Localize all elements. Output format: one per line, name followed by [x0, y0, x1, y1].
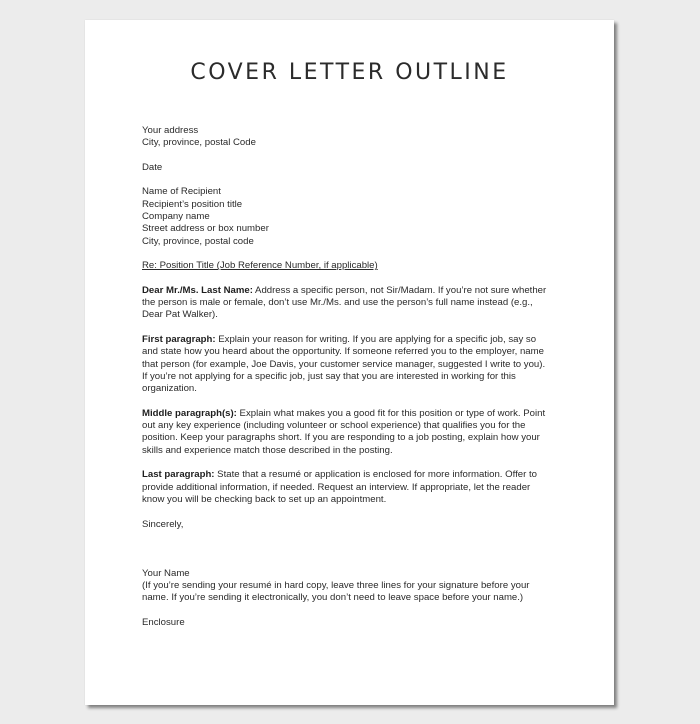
paragraph-text: Address a specific person, not Sir/Madam. If you’re not sure whether — [252, 284, 547, 296]
closing-line: Sincerely, — [142, 518, 184, 530]
document-title: COVER LETTER OUTLINE — [190, 60, 509, 85]
recipient-street-line: Street address or box number — [142, 223, 269, 235]
recipient-city-line: City, province, postal code — [142, 235, 254, 247]
paragraph-lead: Last paragraph: — [142, 469, 215, 481]
first-paragraph — [142, 334, 562, 395]
last-paragraph — [142, 469, 562, 506]
paragraph-text: that person (for example, Joe Davis, your customer service manager, suggested I write to you). — [142, 358, 546, 370]
sender-city-line: City, province, postal Code — [142, 137, 256, 149]
paragraph-text: Dear Pat Walker). — [142, 309, 218, 321]
paragraph-lead: First paragraph: — [142, 334, 216, 346]
paragraph-text: Explain what makes you a good fit for this position or type of work. Point — [236, 407, 546, 419]
paragraph-text: provide additional information, if needed. Request an interview. If appropriate, let the reader — [142, 481, 531, 493]
date-line: Date — [142, 161, 163, 173]
enclosure-line: Enclosure — [142, 616, 185, 628]
signature-note-line: name. If you’re sending it electronically, you don’t need to leave space before your name.) — [142, 592, 524, 604]
recipient-company-line: Company name — [142, 211, 210, 223]
paragraph-text: know you will be checking back to set up an appointment. — [142, 493, 387, 505]
paragraph-text: If you’re not applying for a specific job, just say that you are interested in working for this — [142, 370, 516, 382]
middle-paragraph — [142, 408, 562, 457]
paragraph-text: State that a resumé or application is enclosed for more information. Offer to — [214, 469, 537, 481]
paragraph-text: out any key experience (including volunteer or school experience) that qualifies you for the — [142, 420, 526, 432]
recipient-name-line: Name of Recipient — [142, 186, 221, 198]
paragraph-lead: Dear Mr./Ms. Last Name: — [142, 284, 253, 296]
salutation-paragraph — [142, 285, 562, 322]
sender-address-line: Your address — [142, 125, 199, 136]
signature-note-line: (If you’re sending your resumé in hard copy, leave three lines for your signature before your — [142, 579, 530, 591]
recipient-position-line: Recipient’s position title — [142, 198, 243, 210]
paragraph-text: Explain your reason for writing. If you are applying for a specific job, say so — [215, 334, 537, 346]
document-page — [85, 20, 614, 705]
re-subject-line: Re: Position Title (Job Reference Number, if applicable) — [142, 260, 378, 272]
signature-name-line: Your Name — [142, 567, 190, 579]
paragraph-text: and state how you heard about the opportunity. If someone referred you to the employer, name — [142, 346, 544, 358]
paragraph-text: position. Keep your paragraphs short. If you are responding to a job posting, explain how your — [142, 432, 540, 444]
paragraph-text: skills and experience match those described in the posting. — [142, 444, 393, 456]
document-body — [142, 125, 562, 629]
paragraph-text: organization. — [142, 383, 197, 395]
paragraph-lead: Middle paragraph(s): — [142, 407, 237, 419]
paragraph-text: the person is male or female, don’t use Mr./Ms. and use the person’s full name instead (e.g., — [142, 297, 533, 309]
